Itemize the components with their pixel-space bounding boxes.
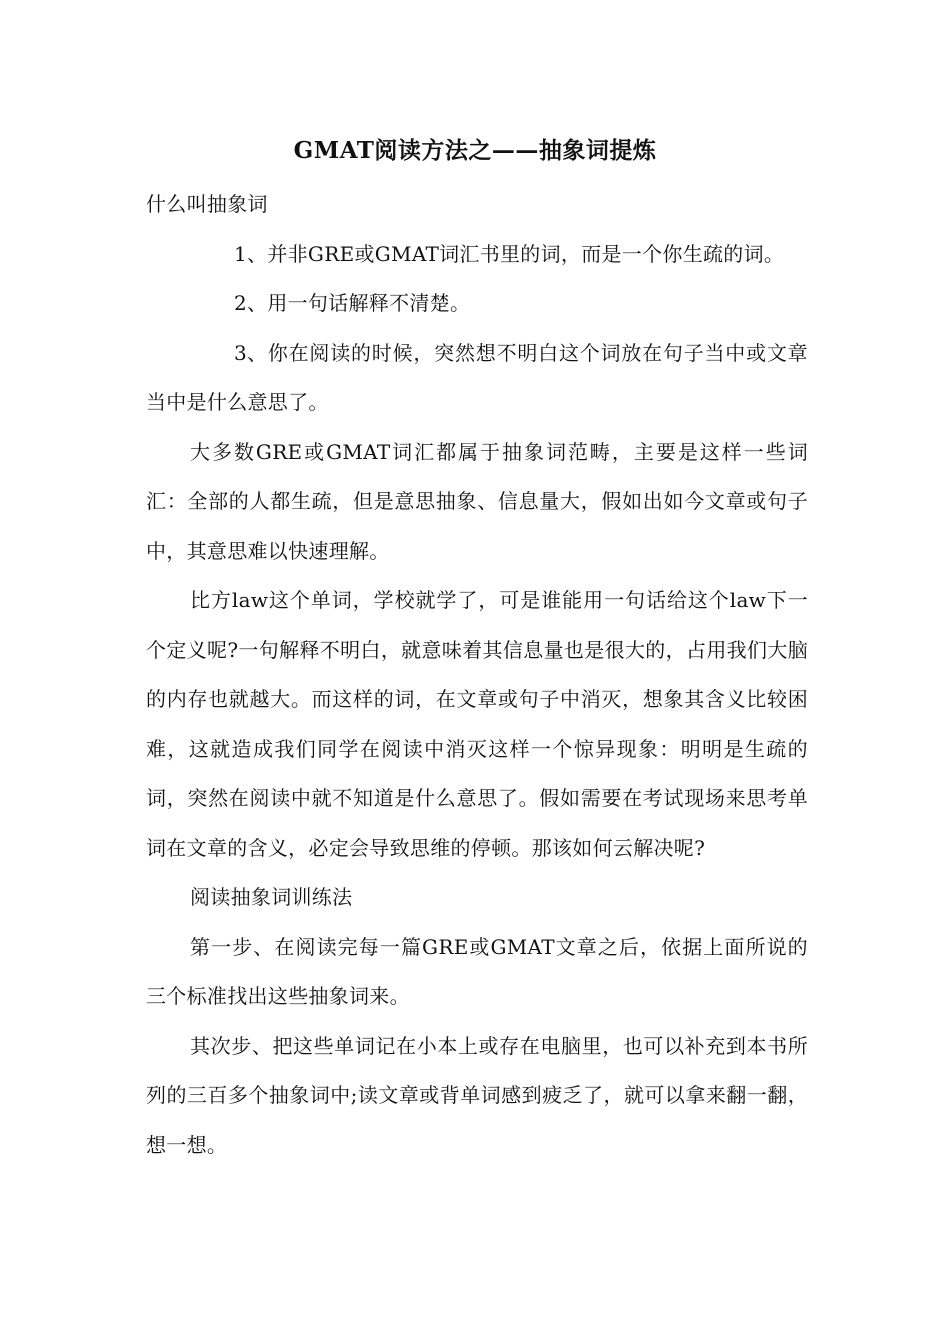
document-title: GMAT阅读方法之——抽象词提炼	[293, 137, 657, 164]
body-paragraph: 第一步、在阅读完每一篇GRE或GMAT文章之后，依据上面所说的三个标准找出这些抽象词来。	[146, 934, 808, 1008]
body-paragraph: 比方law这个单词，学校就学了，可是谁能用一句话给这个law下一个定义呢?一句解释不明白，就意味着其信息量也是很大的，占用我们大脑的内存也就越大。而这样的词，在文章或句子中消灭，想象其含义比较困难，这就造成我们同学在阅读中消灭这样一个惊异现象：明明是生疏的词，突然在阅读中就不知道是什么意思了。假如需要在考试现场来思考单词在文章的含义，必定会导致思维的停顿。那该如何云解决呢?	[146, 588, 808, 860]
body-paragraph: 其次步、把这些单词记在小本上或存在电脑里，也可以补充到本书所列的三百多个抽象词中;读文章或背单词感到疲乏了，就可以拿来翻一翻，想一想。	[146, 1033, 808, 1157]
criteria-item	[146, 279, 808, 329]
criteria-number: 2、	[234, 291, 268, 315]
section-heading: 什么叫抽象词	[146, 192, 268, 216]
criteria-item	[146, 230, 808, 280]
subsection-heading: 阅读抽象词训练法	[190, 885, 353, 909]
criteria-text: 并非GRE或GMAT词汇书里的词，而是一个你生疏的词。	[267, 241, 785, 266]
criteria-number: 3、	[234, 340, 268, 365]
criteria-number: 1、	[234, 241, 268, 266]
criteria-item	[146, 329, 808, 428]
body-paragraph: 大多数GRE或GMAT词汇都属于抽象词范畴，主要是这样一些词汇：全部的人都生疏，但是意思抽象、信息量大，假如出如今文章或句子中，其意思难以快速理解。	[146, 439, 808, 563]
document-body	[146, 180, 808, 1170]
criteria-text: 你在阅读的时候，突然想不明白这个词放在句子当中或文章当中是什么意思了。	[146, 340, 808, 414]
criteria-text: 用一句话解释不清楚。	[267, 291, 471, 315]
